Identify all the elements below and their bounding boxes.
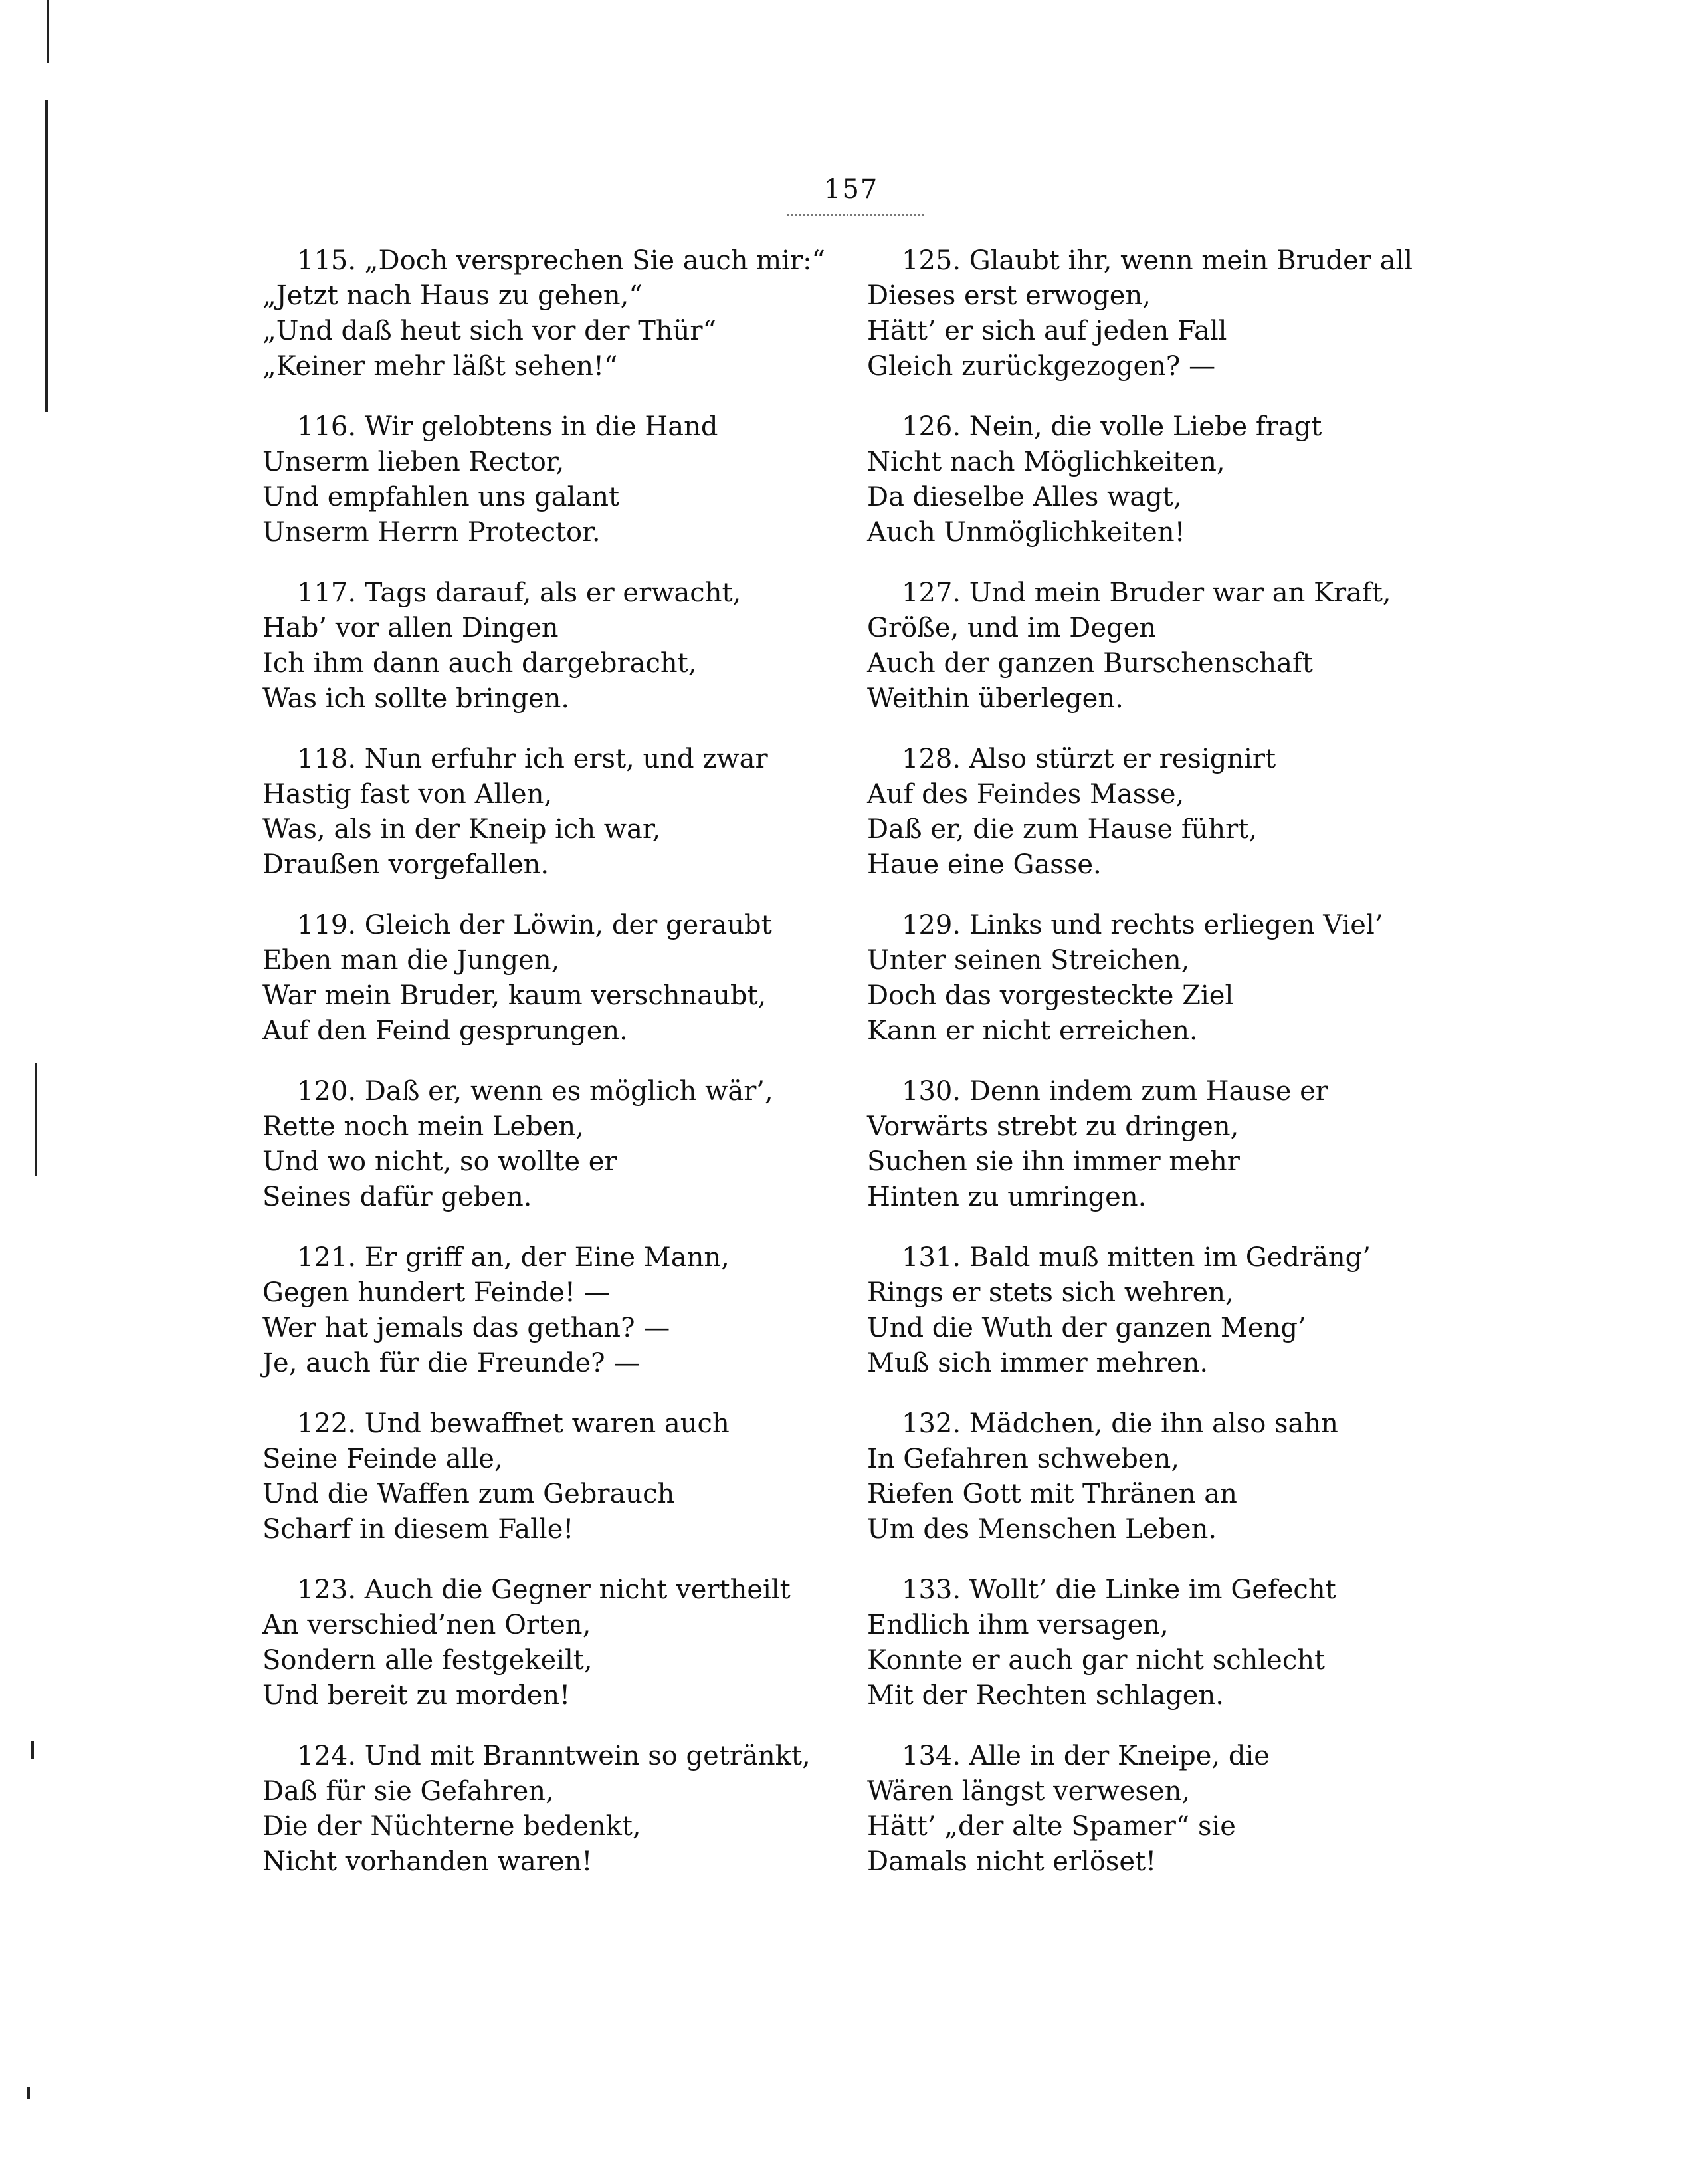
verse-line: Um des Menschen Leben. — [867, 1514, 1217, 1545]
verse-line: Weithin überlegen. — [867, 683, 1124, 714]
verse-line: „Und daß heut sich vor der Thür“ — [262, 316, 716, 346]
stanza — [867, 1739, 1532, 1905]
stanza — [867, 1074, 1532, 1240]
verse-line: Dieses erst erwogen, — [867, 280, 1151, 311]
stanza — [262, 409, 927, 576]
page-number: 157 — [824, 174, 879, 205]
verse-line: Hätt’ er sich auf jeden Fall — [867, 316, 1227, 346]
verse-line: „Keiner mehr läßt sehen!“ — [262, 351, 618, 382]
verse-line: 118. Nun erfuhr ich erst, und zwar — [297, 744, 768, 774]
verse-line: Hab’ vor allen Dingen — [262, 613, 559, 643]
verse-line: 119. Gleich der Löwin, der geraubt — [297, 910, 772, 940]
verse-line: 129. Links und rechts erliegen Viel’ — [902, 910, 1383, 940]
verse-line: „Jetzt nach Haus zu gehen,“ — [262, 280, 643, 311]
verse-line: 120. Daß er, wenn es möglich wär’, — [297, 1076, 773, 1107]
verse-line: 127. Und mein Bruder war an Kraft, — [902, 578, 1391, 608]
verse-line: Was, als in der Kneip ich war, — [262, 814, 661, 845]
verse-line: Und die Wuth der ganzen Meng’ — [867, 1313, 1306, 1343]
verse-line: 124. Und mit Branntwein so getränkt, — [297, 1741, 811, 1771]
verse-line: Und bereit zu morden! — [262, 1680, 571, 1711]
verse-line: Eben man die Jungen, — [262, 945, 560, 976]
stanza — [867, 243, 1532, 409]
verse-line: Die der Nüchterne bedenkt, — [262, 1811, 641, 1842]
verse-line: Muß sich immer mehren. — [867, 1348, 1209, 1378]
verse-line: 122. Und bewaffnet waren auch — [297, 1408, 730, 1439]
stanza — [262, 908, 927, 1074]
verse-line: Konnte er auch gar nicht schlecht — [867, 1645, 1326, 1676]
verse-line: Auf des Feindes Masse, — [867, 779, 1185, 810]
stanza — [262, 1739, 927, 1905]
verse-line: In Gefahren schweben, — [867, 1444, 1179, 1474]
verse-line: Suchen sie ihn immer mehr — [867, 1147, 1240, 1177]
margin-mark — [45, 100, 48, 412]
verse-line: Seine Feinde alle, — [262, 1444, 503, 1474]
stanza — [262, 742, 927, 908]
verse-line: 130. Denn indem zum Hause er — [902, 1076, 1328, 1107]
verse-line: Unserm Herrn Protector. — [262, 517, 601, 548]
margin-mark — [31, 1741, 34, 1759]
verse-line: Gegen hundert Feinde! — — [262, 1277, 611, 1308]
verse-line: Sondern alle festgekeilt, — [262, 1645, 593, 1676]
verse-line: Und wo nicht, so wollte er — [262, 1147, 617, 1177]
verse-line: Damals nicht erlöset! — [867, 1846, 1157, 1877]
verse-line: Nicht nach Möglichkeiten, — [867, 447, 1225, 477]
verse-line: Auch der ganzen Burschenschaft — [867, 648, 1313, 679]
verse-line: 133. Wollt’ die Linke im Gefecht — [902, 1575, 1336, 1605]
stanza — [867, 409, 1532, 576]
stanza — [262, 1240, 927, 1406]
verse-line: Endlich ihm versagen, — [867, 1610, 1169, 1640]
verse-line: Vorwärts strebt zu dringen, — [867, 1111, 1239, 1142]
verse-line: Größe, und im Degen — [867, 613, 1157, 643]
verse-line: Mit der Rechten schlagen. — [867, 1680, 1224, 1711]
verse-line: War mein Bruder, kaum verschnaubt, — [262, 980, 767, 1011]
verse-line: Auch Unmöglichkeiten! — [867, 517, 1185, 548]
stanza — [262, 1406, 927, 1573]
verse-line: Kann er nicht erreichen. — [867, 1016, 1198, 1046]
stanza — [867, 1573, 1532, 1739]
stanza — [262, 576, 927, 742]
verse-line: Daß er, die zum Hause führt, — [867, 814, 1258, 845]
verse-line: Da dieselbe Alles wagt, — [867, 482, 1182, 512]
verse-line: Je, auch für die Freunde? — — [262, 1348, 641, 1378]
verse-line: Hinten zu umringen. — [867, 1182, 1147, 1212]
margin-mark — [27, 2087, 30, 2099]
verse-line: 121. Er griff an, der Eine Mann, — [297, 1242, 730, 1273]
verse-line: 131. Bald muß mitten im Gedräng’ — [902, 1242, 1371, 1273]
stanza — [262, 1074, 927, 1240]
verse-line: Hätt’ „der alte Spamer“ sie — [867, 1811, 1236, 1842]
verse-line: Draußen vorgefallen. — [262, 849, 549, 880]
verse-line: Daß für sie Gefahren, — [262, 1776, 554, 1806]
verse-line: 123. Auch die Gegner nicht vertheilt — [297, 1575, 791, 1605]
verse-line: Doch das vorgesteckte Ziel — [867, 980, 1234, 1011]
verse-line: 134. Alle in der Kneipe, die — [902, 1741, 1270, 1771]
verse-line: Unter seinen Streichen, — [867, 945, 1190, 976]
verse-line: Was ich sollte bringen. — [262, 683, 570, 714]
verse-line: Und empfahlen uns galant — [262, 482, 620, 512]
verse-line: Auf den Feind gesprungen. — [262, 1016, 628, 1046]
verse-line: Wären längst verwesen, — [867, 1776, 1191, 1806]
margin-mark — [47, 0, 49, 63]
stanza — [867, 1240, 1532, 1406]
verse-line: 115. „Doch versprechen Sie auch mir:“ — [297, 245, 825, 276]
stanza — [262, 1573, 927, 1739]
verse-line: Riefen Gott mit Thränen an — [867, 1479, 1237, 1509]
verse-line: 132. Mädchen, die ihn also sahn — [902, 1408, 1338, 1439]
verse-line: 125. Glaubt ihr, wenn mein Bruder all — [902, 245, 1413, 276]
verse-line: Rings er stets sich wehren, — [867, 1277, 1234, 1308]
verse-line: An verschied’nen Orten, — [262, 1610, 591, 1640]
poem-column-right — [867, 243, 1532, 1905]
verse-line: 116. Wir gelobtens in die Hand — [297, 411, 718, 442]
poem-column-left — [262, 243, 927, 1905]
stanza — [867, 1406, 1532, 1573]
verse-line: Nicht vorhanden waren! — [262, 1846, 593, 1877]
verse-line: Rette noch mein Leben, — [262, 1111, 584, 1142]
page-number-rule — [787, 214, 924, 216]
verse-line: Ich ihm dann auch dargebracht, — [262, 648, 697, 679]
verse-line: Hastig fast von Allen, — [262, 779, 553, 810]
verse-line: Wer hat jemals das gethan? — — [262, 1313, 670, 1343]
verse-line: 126. Nein, die volle Liebe fragt — [902, 411, 1322, 442]
verse-line: Unserm lieben Rector, — [262, 447, 565, 477]
margin-mark — [35, 1063, 37, 1176]
stanza — [262, 243, 927, 409]
stanza — [867, 908, 1532, 1074]
verse-line: Gleich zurückgezogen? — — [867, 351, 1216, 382]
stanza — [867, 576, 1532, 742]
verse-line: Scharf in diesem Falle! — [262, 1514, 574, 1545]
stanza — [867, 742, 1532, 908]
verse-line: 128. Also stürzt er resignirt — [902, 744, 1276, 774]
verse-line: Seines dafür geben. — [262, 1182, 532, 1212]
verse-line: Haue eine Gasse. — [867, 849, 1102, 880]
verse-line: 117. Tags darauf, als er erwacht, — [297, 578, 742, 608]
verse-line: Und die Waffen zum Gebrauch — [262, 1479, 675, 1509]
